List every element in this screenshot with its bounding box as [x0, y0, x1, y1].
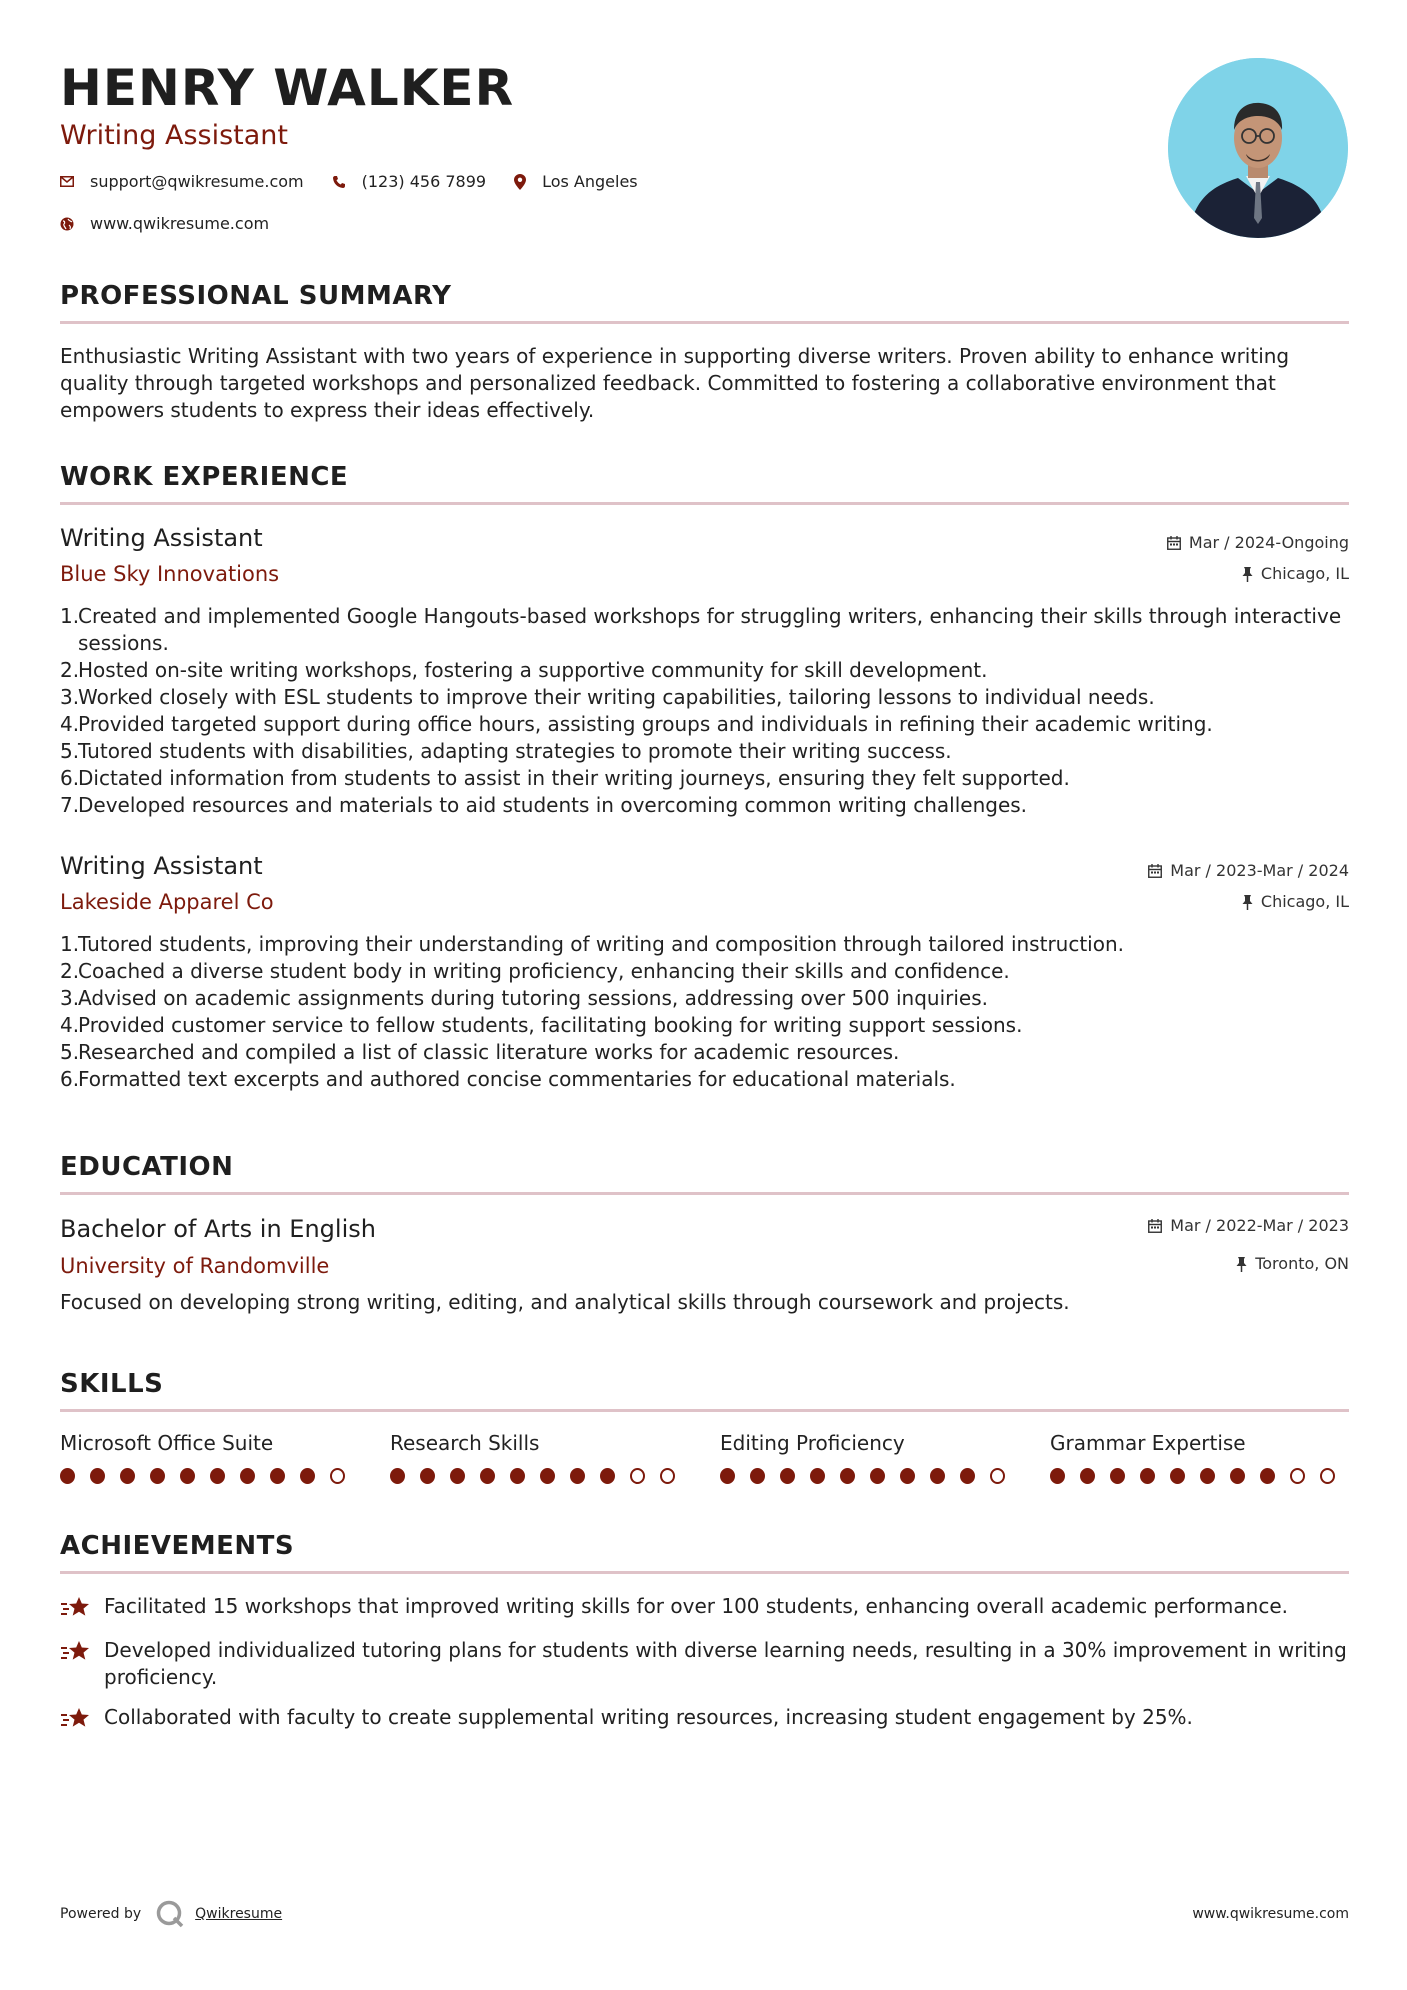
list-item: 2. Hosted on-site writing workshops, fostering a supportive community for skill development. — [60, 658, 988, 682]
rating-dot-filled — [450, 1468, 465, 1484]
achievement-text: Facilitated 15 workshops that improved writing skills for over 100 students, enhancing overall academic performance. — [104, 1594, 1289, 1618]
list-item: 5. Researched and compiled a list of classic literature works for academic resources. — [60, 1040, 900, 1064]
rating-dot-empty — [660, 1468, 675, 1484]
rating-dot-filled — [60, 1468, 75, 1484]
list-item: 5. Tutored students with disabilities, adapting strategies to promote their writing success. — [60, 739, 952, 763]
candidate-title: Writing Assistant — [60, 120, 289, 151]
skill-rating — [1050, 1468, 1350, 1484]
skill-rating — [720, 1468, 1020, 1484]
location-text: Los Angeles — [542, 172, 638, 191]
rating-dot-filled — [1200, 1468, 1215, 1484]
job-title: Writing Assistant — [60, 524, 263, 552]
rating-dot-empty — [630, 1468, 645, 1484]
calendar-icon — [1167, 536, 1181, 550]
calendar-icon — [1148, 1219, 1162, 1233]
achievement-item — [60, 1704, 1349, 1736]
job-dates-text: Mar / 2024-Ongoing — [1188, 533, 1349, 552]
list-item: 7. Developed resources and materials to aid students in overcoming common writing challenges. — [60, 793, 1028, 817]
rating-dot-filled — [540, 1468, 555, 1484]
education-description: Focused on developing strong writing, editing, and analytical skills through coursework and projects. — [60, 1290, 1070, 1314]
job-title: Writing Assistant — [60, 852, 263, 880]
candidate-name: HENRY WALKER — [60, 59, 515, 117]
website-row — [60, 214, 297, 233]
job-location — [1242, 564, 1349, 584]
list-item: 4. Provided targeted support during office hours, assisting groups and individuals in refining their academic writing. — [60, 712, 1213, 736]
job-location — [1242, 892, 1349, 912]
map-pin-icon — [514, 174, 526, 190]
email-text: support@qwikresume.com — [90, 172, 304, 191]
job-location-text: Chicago, IL — [1260, 564, 1349, 583]
achievement-item — [60, 1593, 1349, 1625]
envelope-icon — [60, 176, 74, 187]
rating-dot-filled — [1110, 1468, 1125, 1484]
rating-dot-filled — [120, 1468, 135, 1484]
rating-dot-empty — [1290, 1468, 1305, 1484]
job-bullets — [60, 931, 1349, 1093]
rating-dot-filled — [510, 1468, 525, 1484]
list-item: 1. Tutored students, improving their understanding of writing and composition through tailored instruction. — [60, 932, 1125, 956]
job-dates-text: Mar / 2023-Mar / 2024 — [1170, 861, 1349, 880]
skills-heading: SKILLS — [60, 1369, 164, 1399]
achievement-text: Collaborated with faculty to create supplemental writing resources, increasing student engagement by 25%. — [104, 1705, 1193, 1729]
rating-dot-filled — [210, 1468, 225, 1484]
summary-heading: PROFESSIONAL SUMMARY — [60, 281, 452, 311]
education-divider — [60, 1192, 1349, 1195]
degree-title: Bachelor of Arts in English — [60, 1215, 376, 1243]
list-item: 3. Advised on academic assignments during tutoring sessions, addressing over 500 inquiries. — [60, 986, 988, 1010]
rating-dot-filled — [240, 1468, 255, 1484]
phone-item[interactable] — [332, 172, 486, 191]
education-dates-text: Mar / 2022-Mar / 2023 — [1170, 1216, 1349, 1235]
job-dates — [1148, 861, 1349, 881]
job-bullets — [60, 603, 1349, 819]
rating-dot-filled — [390, 1468, 405, 1484]
email-item[interactable] — [60, 172, 304, 191]
education-location — [1236, 1254, 1349, 1274]
rating-dot-empty — [330, 1468, 345, 1484]
list-item: 3. Worked closely with ESL students to improve their writing capabilities, tailoring lessons to individual needs. — [60, 685, 1155, 709]
rating-dot-filled — [870, 1468, 885, 1484]
company-name: Blue Sky Innovations — [60, 562, 280, 586]
calendar-icon — [1148, 864, 1162, 878]
profile-photo — [1168, 58, 1348, 238]
list-item: 6. Dictated information from students to assist in their writing journeys, ensuring they felt supported. — [60, 766, 1070, 790]
education-dates — [1148, 1216, 1349, 1236]
skill-item — [720, 1430, 1020, 1484]
skill-name: Microsoft Office Suite — [60, 1431, 274, 1455]
location-item — [514, 172, 638, 191]
list-item: 6. Formatted text excerpts and authored concise commentaries for educational materials. — [60, 1067, 956, 1091]
achievement-item — [60, 1637, 1349, 1691]
skill-name: Research Skills — [390, 1431, 540, 1455]
education-heading: EDUCATION — [60, 1152, 234, 1182]
company-name: Lakeside Apparel Co — [60, 890, 274, 914]
rating-dot-filled — [900, 1468, 915, 1484]
phone-icon — [332, 175, 346, 189]
rating-dot-filled — [480, 1468, 495, 1484]
pushpin-icon — [1242, 567, 1253, 582]
summary-text: Enthusiastic Writing Assistant with two years of experience in supporting diverse writers. Proven ability to enhance writing quality through targeted workshops and personalized feedback. Committed to fostering a collaborative environment that empowers students to express their ideas effectively. — [60, 344, 1290, 422]
rating-dot-empty — [1320, 1468, 1335, 1484]
skill-rating — [390, 1468, 690, 1484]
globe-icon — [60, 217, 74, 231]
website-text: www.qwikresume.com — [90, 214, 270, 233]
job-location-text: Chicago, IL — [1260, 892, 1349, 911]
list-item: 2. Coached a diverse student body in writing proficiency, enhancing their skills and confidence. — [60, 959, 1010, 983]
job-dates — [1167, 533, 1349, 553]
skill-item — [60, 1430, 360, 1484]
rating-dot-filled — [960, 1468, 975, 1484]
list-item: 4. Provided customer service to fellow students, facilitating booking for writing support sessions. — [60, 1013, 1023, 1037]
school-name: University of Randomville — [60, 1254, 330, 1278]
achievements-divider — [60, 1571, 1349, 1574]
rating-dot-filled — [180, 1468, 195, 1484]
skill-item — [1050, 1430, 1350, 1484]
phone-text: (123) 456 7899 — [361, 172, 487, 191]
powered-by-label: Powered by — [60, 1906, 142, 1922]
website-item[interactable] — [60, 214, 269, 233]
skills-divider — [60, 1409, 1349, 1412]
star-icon — [60, 1704, 104, 1736]
footer-website[interactable]: www.qwikresume.com — [1192, 1906, 1349, 1922]
rating-dot-filled — [90, 1468, 105, 1484]
summary-divider — [60, 321, 1349, 324]
skill-name: Editing Proficiency — [720, 1431, 905, 1455]
experience-divider — [60, 502, 1349, 505]
contact-row — [60, 172, 666, 191]
rating-dot-filled — [1170, 1468, 1185, 1484]
skill-item — [390, 1430, 690, 1484]
skill-name: Grammar Expertise — [1050, 1431, 1246, 1455]
star-icon — [60, 1593, 104, 1625]
pushpin-icon — [1236, 1257, 1247, 1272]
rating-dot-filled — [780, 1468, 795, 1484]
rating-dot-filled — [1260, 1468, 1275, 1484]
rating-dot-filled — [930, 1468, 945, 1484]
rating-dot-filled — [270, 1468, 285, 1484]
rating-dot-filled — [600, 1468, 615, 1484]
pushpin-icon — [1242, 895, 1253, 910]
rating-dot-filled — [720, 1468, 735, 1484]
rating-dot-filled — [300, 1468, 315, 1484]
rating-dot-filled — [1080, 1468, 1095, 1484]
experience-heading: WORK EXPERIENCE — [60, 462, 349, 492]
rating-dot-filled — [150, 1468, 165, 1484]
qwikresume-link[interactable]: Qwikresume — [195, 1906, 283, 1922]
rating-dot-filled — [570, 1468, 585, 1484]
star-icon — [60, 1637, 104, 1691]
rating-dot-filled — [750, 1468, 765, 1484]
education-location-text: Toronto, ON — [1255, 1254, 1349, 1273]
rating-dot-filled — [1230, 1468, 1245, 1484]
rating-dot-filled — [1050, 1468, 1065, 1484]
rating-dot-empty — [990, 1468, 1005, 1484]
qwikresume-logo-icon — [155, 1899, 185, 1929]
footer-powered-by — [60, 1899, 282, 1929]
rating-dot-filled — [840, 1468, 855, 1484]
skill-rating — [60, 1468, 360, 1484]
list-item: 1. Created and implemented Google Hangouts-based workshops for struggling writers, enhancing their skills through interactive sessions. — [60, 604, 1342, 655]
achievements-heading: ACHIEVEMENTS — [60, 1531, 295, 1561]
rating-dot-filled — [420, 1468, 435, 1484]
achievement-text: Developed individualized tutoring plans for students with diverse learning needs, resulting in a 30% improvement in writing proficiency. — [104, 1638, 1347, 1689]
rating-dot-filled — [1140, 1468, 1155, 1484]
rating-dot-filled — [810, 1468, 825, 1484]
